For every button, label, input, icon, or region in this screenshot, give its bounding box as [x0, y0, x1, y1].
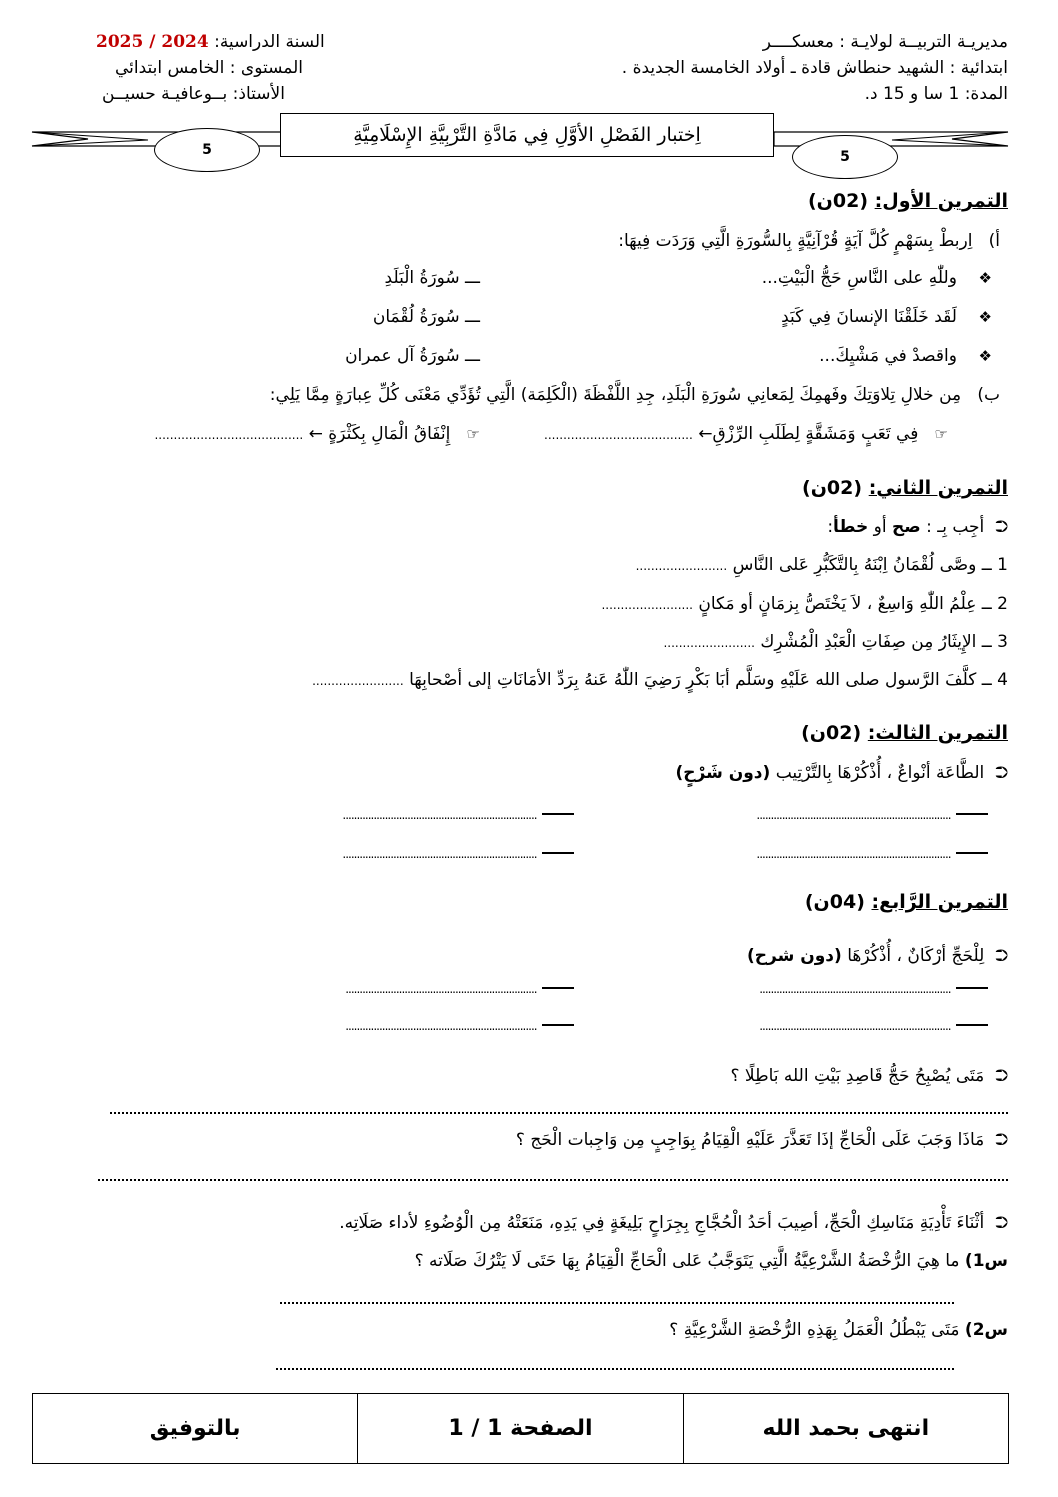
- ex1-title: [808, 190, 1008, 212]
- ex2-title: [802, 477, 1008, 499]
- ex1-part-a: [618, 231, 1000, 251]
- tf-item: [312, 670, 1008, 690]
- bullet-arrow-icon: ⮊: [995, 763, 1008, 783]
- b-item-text: إِنْفَاقُ الْمَالِ بِكَثْرَةٍ ←: [308, 424, 451, 444]
- answer-blank: .....................................................................: [756, 847, 951, 861]
- tf-item: [601, 594, 1008, 614]
- verse-item: [781, 307, 992, 327]
- hand-pointer-icon: ☞: [934, 425, 948, 443]
- verse-text: وللّٰهِ على النَّاسِ حَجُّ الْبَيْتِ...: [761, 268, 957, 288]
- ex2-points: (02ن): [802, 477, 863, 499]
- false-word: خطأ: [833, 517, 869, 537]
- s1-text: ما هِيَ الرُّخْصَةُ الشَّرْعِيَّةُ الَّتِي يَتَوَجَّبُ عَلى الْحَاجِّ الْقِيَامُ بِهَا حَتَى لَا يَتْرُكَ صَلَاته ؟: [414, 1251, 960, 1271]
- answer-line: [345, 1015, 574, 1035]
- answer-blank: .....................................................................: [756, 808, 951, 822]
- verse-text: واقصدْ في مَشْيِكَ...: [819, 346, 957, 366]
- ex4-title-text: التمرين الرَّابع:: [871, 891, 1008, 913]
- verse-item: [762, 268, 992, 288]
- diamond-bullet-icon: ❖: [978, 269, 992, 287]
- answer-line: [756, 804, 988, 824]
- ex1-points: (02ن): [807, 190, 868, 212]
- tf-item: [636, 555, 1008, 575]
- b-item: [544, 424, 948, 444]
- school-year-label: السنة الدراسية:: [214, 32, 325, 52]
- answer-dash: [956, 813, 988, 815]
- tf-item: [663, 632, 1008, 652]
- surah-item: ـــ سُورَةُ لُقْمَان: [372, 307, 480, 327]
- score-badge-left: 5: [154, 128, 260, 172]
- footer-page: الصفحة 1 / 1: [357, 1394, 682, 1463]
- answer-dash: [542, 1024, 574, 1026]
- answer-blank: .....................................................................: [342, 847, 537, 861]
- answer-dash: [956, 1024, 988, 1026]
- footer-end: انتهى بحمد الله: [683, 1394, 1008, 1463]
- b-item-text: فِي تَعَبٍ وَمَشَقَّةٍ لِطَلَبِ الرِّزْقِ←: [698, 424, 919, 444]
- teacher-line: الأستاذ: بــوعافيـة حسيــن: [102, 84, 285, 104]
- ex1-part-b-text: مِن خلالِ تِلاوَتِكَ وفَهمِكَ لِمَعانِي سُورَةِ الْبَلَدِ، جِدِ اللَّفْظَةَ (الْكَلِمَة) الَّتِي تُؤَدِّي مَعْنَى كُلِّ عِبارَةٍ مِمَّا يَلِي:: [269, 385, 962, 405]
- ex1-part-a-label: أ): [988, 231, 1000, 251]
- ex2-instruction: ⮊ أجِب بِـ : صح أو خطأ:: [827, 517, 1008, 537]
- diamond-bullet-icon: ❖: [978, 308, 992, 326]
- answer-blank: .....................................................................: [342, 808, 537, 822]
- answer-dash: [542, 852, 574, 854]
- ex3-points: (02ن): [801, 722, 862, 744]
- answer-line: [342, 843, 574, 863]
- answer-blank: ....................................................................: [345, 982, 537, 996]
- footer-luck: بالتوفيق: [149, 1416, 241, 1441]
- ex3-title: [801, 722, 1008, 744]
- directorate-line: مديريـة التربيــة لولايـة : معسكــــر: [762, 32, 1008, 52]
- answer-line: [759, 978, 988, 998]
- ex1-part-b-label: ب): [977, 385, 1000, 405]
- answer-blank: ........................: [635, 559, 728, 573]
- answer-dash: [542, 987, 574, 989]
- scenario-text: أثْنَاءَ تَأْدِيَةِ مَنَاسِكِ الْحَجِّ، أصِيبَ أحَدُ الْحُجَّاجِ بِجِرَاحٍ بَلِيغَةٍ فِي يَدِهِ، مَنَعَتْهُ مِن الْوُضُوءِ لأداء صَلَاتِه.: [339, 1213, 985, 1233]
- verse-item: [819, 346, 992, 366]
- ex1-part-b: [270, 385, 1000, 405]
- ex1-part-a-text: اِربطْ بِسَهْمٍ كُلَّ آيَةٍ قُرْآنِيَّةٍ بِالسُّورَةِ الَّتِي وَرَدَت فِيهَا:: [618, 231, 973, 251]
- question-note: (دون شرح): [746, 946, 842, 966]
- answer-blank: .......................................: [154, 428, 304, 442]
- answer-line: [280, 1302, 954, 1304]
- answer-blank: ....................................................................: [759, 982, 951, 996]
- question-text: مَاذَا وَجَبَ عَلَى الْحَاجِّ إذَا تَعَذَّرَ عَلَيْهِ الْقِيَامُ بِوَاجِبٍ مِن وَاجِبات الْحَج ؟: [515, 1130, 985, 1150]
- bullet-arrow-icon: ⮊: [995, 946, 1008, 966]
- tf-text: 3 ــ الإِيثَارُ مِن صِفَاتِ الْعَبْدِ الْمُشْرِك: [760, 632, 1008, 652]
- question-text: لِلْحَجِّ أرْكَانٌ ، أُذْكُرْهَا: [847, 946, 985, 966]
- answer-line: [110, 1112, 1008, 1114]
- bullet-arrow-icon: ⮊: [995, 1066, 1008, 1086]
- answer-blank: ....................................................................: [345, 1019, 537, 1033]
- ex4-q1: [747, 946, 1008, 966]
- exam-title: اِختبار الفَصْلِ الأوَّلِ فِي مَادَّةِ التَّرْبِيَّةِ الإِسْلَامِيَّةِ: [280, 113, 774, 157]
- footer-table: [32, 1393, 1009, 1464]
- diamond-bullet-icon: ❖: [978, 347, 992, 365]
- answer-line: [276, 1368, 954, 1370]
- ex3-question: [675, 763, 1008, 783]
- answer-blank: ........................: [663, 636, 755, 650]
- ex2-title-text: التمرين الثاني:: [868, 477, 1008, 499]
- answer-blank: ....................................................................: [759, 1019, 951, 1033]
- answer-dash: [956, 987, 988, 989]
- school-year: [96, 32, 325, 52]
- verse-text: لَقَد خَلَقْنَا الإنسانَ فِي كَبَدٍ: [781, 307, 957, 327]
- tf-text: 1 ــ وصَّى لُقْمَانُ اِبْنَهُ بِالتَّكَبُّرِ عَلى النَّاسِ: [732, 555, 1008, 575]
- ex4-points: (04ن): [804, 891, 865, 913]
- ex4-s1: [415, 1251, 1008, 1271]
- answer-blank: ........................: [312, 674, 404, 688]
- level-line: المستوى : الخامس ابتدائي: [115, 58, 304, 78]
- answer-dash: [956, 852, 988, 854]
- ex4-s2: [669, 1320, 1008, 1340]
- answer-blank: ........................: [601, 598, 693, 612]
- question-text: الطَّاعَة أنْواعٌ ، أُذْكُرْهَا بِالتَّرْتِيب: [775, 763, 985, 783]
- bullet-arrow-icon: ⮊: [995, 517, 1008, 537]
- school-year-value: 2025 / 2024: [96, 32, 209, 52]
- ex1-title-text: التمرين الأول:: [874, 190, 1008, 212]
- b-item: [154, 424, 480, 444]
- question-text: مَتَى يُصْبِحُ حَجُّ قَاصِدِ بَيْتِ الله بَاطِلًا ؟: [730, 1066, 985, 1086]
- tf-text: 4 ــ كلَّفَ الرَّسول صلى الله عَلَيْهِ وسَلَّم أبَا بَكْرٍ رَضِيَ اللّٰهُ عَنهُ بِرَدِّ الأمَانَاتِ إلى أصْحابِهَا: [409, 670, 1008, 690]
- ex3-title-text: التمرين الثالث:: [867, 722, 1008, 744]
- surah-item: ـــ سُورَةُ الْبَلَدِ: [384, 268, 480, 288]
- answer-line: [756, 843, 988, 863]
- or-word: أو: [873, 517, 887, 537]
- ex4-q3: [516, 1130, 1008, 1150]
- s2-text: مَتَى يَبْطُلُ الْعَمَلُ بِهَذِهِ الرُّخْصَةِ الشَّرْعِيَّةِ ؟: [669, 1320, 960, 1340]
- answer-line: [98, 1179, 1008, 1181]
- tf-text: 2 ــ عِلْمُ اللّٰهِ وَاسِعٌ ، لاَ يَخْتَصُّ بِزمَانٍ أو مَكانٍ: [698, 594, 1008, 614]
- s1-label: س1): [964, 1251, 1008, 1271]
- score-badge-right: 5: [792, 135, 898, 179]
- answer-blank: .......................................: [544, 428, 693, 442]
- duration-line: المدة: 1 سا و 15 د.: [864, 84, 1008, 104]
- hand-pointer-icon: ☞: [466, 425, 480, 443]
- question-note: (دون شَرْحٍ): [675, 763, 771, 783]
- answer-dash: [542, 813, 574, 815]
- surah-item: ـــ سُورَةُ آل عمران: [345, 346, 480, 366]
- true-word: صح: [892, 517, 921, 537]
- ex4-q2: [731, 1066, 1009, 1086]
- bullet-arrow-icon: ⮊: [995, 1130, 1008, 1150]
- s2-label: س2): [964, 1320, 1008, 1340]
- ex4-scenario: [339, 1213, 1008, 1233]
- answer-line: [345, 978, 574, 998]
- answer-line: [759, 1015, 988, 1035]
- school-line: ابتدائية : الشهيد حنطاش قادة ـ أولاد الخامسة الجديدة .: [621, 58, 1008, 78]
- bullet-arrow-icon: ⮊: [995, 1213, 1008, 1233]
- ex4-title: [805, 891, 1008, 913]
- instruction-text: أجِب بِـ :: [926, 517, 985, 537]
- answer-line: [342, 804, 574, 824]
